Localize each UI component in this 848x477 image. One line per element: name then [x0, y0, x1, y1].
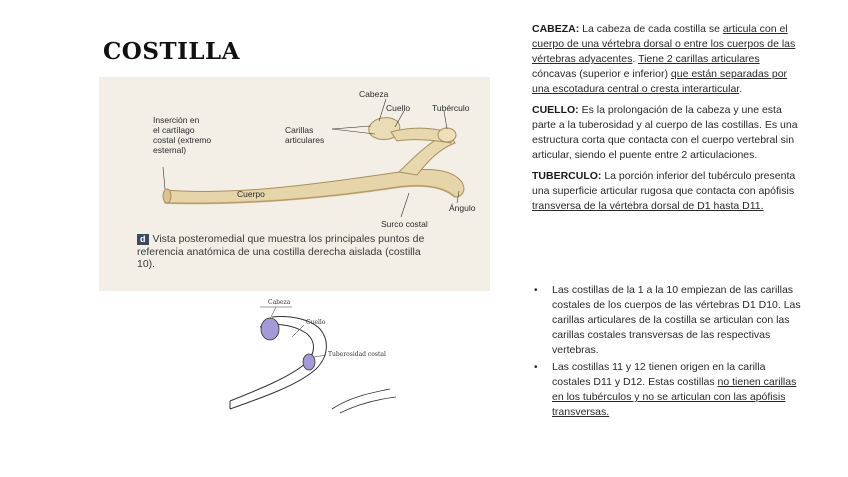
detail-label-cuello: Cuello: [306, 319, 326, 326]
term-tuberculo: TUBERCULO:: [532, 170, 602, 182]
rib-sternal-end: [163, 189, 171, 203]
description-text: [532, 22, 802, 220]
detail-tubercle-facet: [303, 354, 315, 370]
bullet-item: • Las costillas de la 1 a la 10 empiezan de las carillas costales de los cuerpos de las vértebras D1 D10. Las carillas articulares de la costilla se articulan con las carillas costales transversas de las respectivas vertebras.: [534, 284, 801, 356]
detail-label-cabeza: Cabeza: [268, 299, 291, 306]
bullet-item: • Las costillas 11 y 12 tienen origen en la carilla costales D11 y D12. Estas costillas no tienen carillas en los tubérculos y no se articulan con las apófisis transversas.: [534, 361, 797, 418]
bullet-dot: •: [534, 362, 538, 373]
figure-badge: d: [137, 234, 149, 245]
rib-illustration: [99, 77, 490, 291]
caption-text: Vista posteromedial que muestra los principales puntos de referencia anatómica de una costilla derecha aislada (costilla 10).: [137, 233, 425, 270]
detail-label-tuberosidad: Tuberosidad costal: [328, 351, 386, 358]
label-insercion: Inserción en el cartílago costal (extremo esternal): [153, 115, 212, 155]
term-cuello: CUELLO:: [532, 104, 579, 116]
label-carillas: Carillas articulares: [285, 125, 325, 145]
bullet-list: [532, 283, 802, 422]
label-angulo: Ángulo: [449, 203, 476, 213]
label-cabeza: Cabeza: [359, 89, 389, 99]
detail-vertebra-line-2: [340, 397, 396, 413]
slide-title: COSTILLA: [103, 38, 241, 65]
label-surco: Surco costal: [381, 219, 428, 229]
rib-head-detail-illustration: [220, 297, 398, 417]
paragraph-tuberculo: TUBERCULO: La porción inferior del tubérculo presenta una superficie articular rugosa que contacta con apófisis transversa de la vértebra dorsal de D1 hasta D11.: [532, 170, 796, 212]
paragraph-cabeza: CABEZA: La cabeza de cada costilla se articula con el cuerpo de una vértebra dorsal o entre los cuerpos de las vértebras adyacentes. Tiene 2 carillas articulares cóncavas (superior e inferior) que están separadas por una escotadura central o cresta interarticular.: [532, 23, 796, 95]
bullet-dot: •: [534, 285, 538, 296]
paragraph-cuello: CUELLO: Es la prolongación de la cabeza y une esta parte a la tuberosidad y al cuerpo de las costillas. Es una estructura corta que contacta con el cuerpo vertebral sin articular, siendo el puente entre 2 articulaciones.: [532, 104, 798, 161]
term-cabeza: CABEZA:: [532, 23, 580, 35]
figure-caption: [137, 233, 437, 271]
label-cuerpo: Cuerpo: [237, 189, 265, 199]
detail-head-facet: [261, 318, 279, 340]
rib-tubercle-shape: [438, 128, 456, 142]
label-tuberculo: Tubérculo: [432, 103, 470, 113]
label-cuello: Cuello: [386, 103, 411, 113]
